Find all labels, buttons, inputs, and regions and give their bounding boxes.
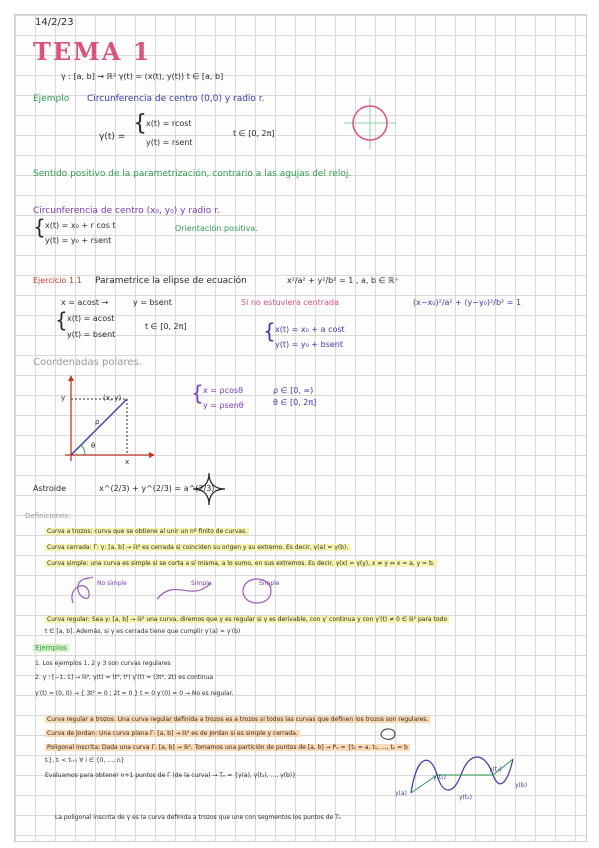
positive-orientation: Orientación positiva. bbox=[175, 224, 258, 233]
example-2b: γ′(t) = (0, 0) → { 3t² = 0 ; 2t = 0 } t = 0 γ′(0) = 0 → No es regular. bbox=[35, 690, 234, 697]
polar-eq-y: y = ρsenθ bbox=[203, 401, 244, 410]
example-text: Circunferencia de centro (0,0) y radio r. bbox=[87, 94, 265, 104]
astroid-diagram bbox=[193, 473, 225, 505]
definition-piecewise: Curva a trozos: curva que se obtiene al unir un nº finito de curvas. bbox=[47, 528, 248, 535]
page-title: TEMA 1 bbox=[33, 37, 152, 66]
notebook-page bbox=[14, 14, 587, 842]
fig-label-3: γ(t₃) bbox=[489, 766, 502, 773]
example-label: Ejemplo bbox=[33, 94, 70, 104]
fig-label-0: γ(a) bbox=[395, 790, 407, 797]
curve-definition: γ : [a, b] → ℝ² γ(t) = (x(t), y(t)) t ∈ [a, b] bbox=[61, 72, 224, 81]
polygonal-diagram bbox=[407, 755, 527, 795]
circle2-title: Circunferencia de centro (x₀, y₀) y radio r. bbox=[33, 206, 220, 216]
sys1-y: y(t) = bsent bbox=[67, 330, 116, 339]
polar-theta-domain: θ ∈ [0, 2π] bbox=[273, 398, 317, 407]
example-1: 1. Los ejemplos 1, 2 y 3 son curvas regulares bbox=[35, 660, 171, 667]
exercise-label: Ejercicio 1.1 bbox=[33, 276, 82, 285]
sys1-domain: t ∈ [0, 2π] bbox=[145, 322, 187, 331]
polar-point: (x, y) bbox=[103, 394, 122, 402]
polar-theta-label: θ bbox=[91, 442, 96, 450]
circle2-x: x(t) = x₀ + r cos t bbox=[45, 221, 116, 230]
eq-x: x(t) = rcost bbox=[146, 119, 192, 128]
example-2a: 2. γ : [−1, 1] → ℝ², γ(t) = (t³, t²) γ′(t) = (3t², 2t) es continua bbox=[35, 674, 214, 681]
orientation-note: Sentido positivo de la parametrización, contrario a las agujas del reloj. bbox=[33, 169, 352, 179]
circle2-y: y(t) = y₀ + rsent bbox=[45, 236, 112, 245]
definition-polygonal-3: Evaluamos para obtener n+1 puntos de Γ (de la curva) → Tₙ = {γ(a), γ(t₁), ..., γ(b)} bbox=[45, 772, 296, 779]
polar-diagram bbox=[45, 375, 155, 465]
sys2-y: y(t) = y₀ + bsent bbox=[275, 340, 344, 349]
definition-jordan: Curva de Jordan: Una curva plana Γ: [a, b] → ℝ² es de Jordan si es simple y cerrada. bbox=[47, 730, 298, 737]
polar-x-label: x bbox=[125, 458, 130, 466]
polar-rho-label: ρ bbox=[95, 418, 100, 426]
examples-title: Ejemplos bbox=[35, 644, 67, 652]
general-ellipse: (x−x₀)²/a² + (y−y₀)²/b² = 1 bbox=[413, 298, 522, 307]
definition-polygonal-2: tᵢ}, tᵢ < tᵢ₊₁ ∀ i ∈ {0, ..., n} bbox=[45, 757, 125, 764]
polygonal-inscribed-def: La poligonal inscrita de γ es la curva definida a trozos que une con segmentos los puntos de Tₙ bbox=[55, 814, 342, 821]
eq-y: y(t) = rsent bbox=[146, 138, 193, 147]
circle-diagram bbox=[348, 101, 392, 145]
fig-label-2: γ(t₂) bbox=[459, 794, 472, 801]
exercise-text: Parametrice la elipse de ecuación bbox=[95, 276, 247, 286]
not-simple-label: No simple bbox=[97, 580, 127, 587]
simple-label-1: Simple bbox=[191, 580, 212, 587]
sys1-x: x(t) = acost bbox=[67, 314, 115, 323]
polar-title: Coordenadas polares. bbox=[33, 357, 142, 368]
definition-closed: Curva cerrada: Γ: γ: [a, b] → ℝ² es cerrada si coinciden su origen y su extremo. Es decir, γ(a) = γ(b). bbox=[47, 544, 349, 551]
astroid-label: Astroide bbox=[33, 484, 67, 493]
definition-simple: Curva simple: una curva es simple si se corta a sí misma, a lo sumo, en sus extremos. Es decir, γ(x) = γ(y), x ≠ y ⇔ x = a, y = b. bbox=[47, 560, 435, 567]
definition-polygonal-1: Poligonal inscrita: Dada una curva Γ: [a, b] → ℝ². Tomamos una partición de puntos de [a, b] → Pₙ = {t₀ = a, t₁, ..., tₙ = b bbox=[47, 744, 408, 751]
exercise-equation: x²/a² + y²/b² = 1 , a, b ∈ ℝ⁺ bbox=[287, 276, 399, 285]
eq-domain: t ∈ [0, 2π] bbox=[233, 129, 275, 138]
x-acos: x = acost → bbox=[61, 298, 109, 307]
simple-label-2: Simple bbox=[259, 580, 280, 587]
fig-label-4: γ(b) bbox=[515, 782, 528, 789]
brace-icon: { bbox=[55, 308, 68, 332]
brace-icon: { bbox=[263, 319, 276, 343]
definitions-title: Definiciones: bbox=[25, 512, 71, 520]
astroid-equation: x^(2/3) + y^(2/3) = a^(2/3) bbox=[99, 484, 215, 493]
definition-piecewise-regular: Curva regular a trozos: Una curva regular definida a trozos es a trozos si todos las curvas que definen los trozos son regulares. bbox=[47, 716, 429, 723]
definition-regular-2: t ∈ [a, b]. Además, si γ es cerrada tiene que cumplir γ′(a) = γ′(b) bbox=[45, 628, 241, 635]
polar-eq-x: x = ρcosθ bbox=[203, 386, 243, 395]
simple-curves-diagram bbox=[65, 573, 365, 609]
not-centered-note: Si no estuviera centrada bbox=[241, 298, 339, 307]
y-bsen: y = bsent bbox=[133, 298, 172, 307]
page-date: 14/2/23 bbox=[35, 17, 74, 28]
polar-y-label: y bbox=[61, 394, 66, 402]
brace-icon: { bbox=[191, 381, 204, 405]
definition-regular-1: Curva regular: Sea γ: [a, b] → ℝ² una curva, diremos que γ es regular si γ es derivable, con γ′ continua y con γ′(t) ≠ 0 ∈ ℝ² para todo bbox=[47, 616, 448, 623]
polar-rho-domain: ρ ∈ [0, ∞) bbox=[273, 386, 314, 395]
sys2-x: x(t) = x₀ + a cost bbox=[275, 325, 345, 334]
brace-icon: { bbox=[133, 111, 147, 136]
fig-label-1: γ(t₁) bbox=[433, 774, 446, 781]
gamma-eq: γ(t) = bbox=[99, 132, 126, 142]
jordan-curve-sketch bbox=[379, 727, 397, 741]
brace-icon: { bbox=[33, 215, 46, 239]
